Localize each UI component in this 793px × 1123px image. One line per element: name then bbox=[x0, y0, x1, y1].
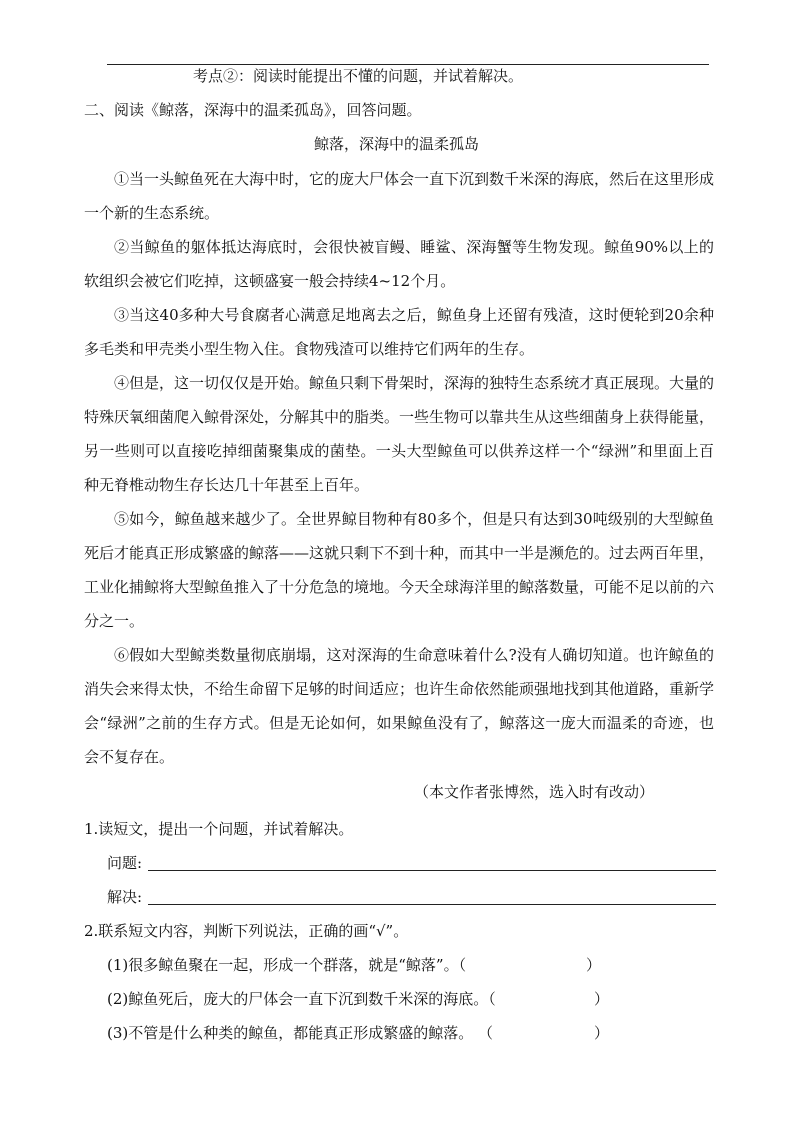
question-2-item-2-close: ） bbox=[594, 990, 610, 1008]
question-2-item-2: (2)鲸鱼死后，庞大的尸体会一直下沉到数千米深的海底。（ bbox=[107, 990, 496, 1008]
section-heading: 二、阅读《鲸落，深海中的温柔孤岛》，回答问题。 bbox=[84, 101, 422, 119]
exam-point: 考点②：阅读时能提出不懂的问题，并试着解决。 bbox=[193, 67, 524, 85]
question-2-item-1-close: ） bbox=[586, 956, 602, 974]
question-1-answer-label: 解决: bbox=[107, 888, 143, 906]
article-title: 鲸落，深海中的温柔孤岛 bbox=[313, 135, 479, 153]
question-2-item-3-close: ） bbox=[594, 1024, 610, 1042]
question-2-item-3: (3)不管是什么种类的鲸鱼，都能真正形成繁盛的鲸落。 （ bbox=[107, 1024, 494, 1042]
question-1-solution-answer-line[interactable] bbox=[148, 904, 716, 905]
article-paragraph-5: ⑤如今，鲸鱼越来越少了。全世界鲸目物种有80多个，但是只有达到30吨级别的大型鲸鱼死后才能真正形成繁盛的鲸落——这就只剩下不到十种，而其中一半是濒危的。过去两百年里，工业化捕鲸将大型鲸鱼推入了十分危急的境地。今天全球海洋里的鲸落数量，可能不足以前的六分之一。 bbox=[84, 510, 715, 630]
question-1-question-label: 问题: bbox=[107, 854, 143, 872]
question-1-question-answer-line[interactable] bbox=[148, 870, 716, 871]
header-rule bbox=[107, 64, 709, 65]
question-2-prompt: 2.联系短文内容，判断下列说法，正确的画“√”。 bbox=[84, 922, 409, 940]
article-paragraph-3: ③当这40多种大号食腐者心满意足地离去之后，鲸鱼身上还留有残渣，这时便轮到20余种多毛类和甲壳类小型生物入住。食物残渣可以维持它们两年的生存。 bbox=[84, 306, 714, 358]
article-paragraph-6: ⑥假如大型鲸类数量彻底崩塌，这对深海的生命意味着什么?没有人确切知道。也许鲸鱼的消失会来得太快，不给生命留下足够的时间适应；也许生命依然能顽强地找到其他道路，重新学会“绿洲”之前的生存方式。但是无论如何，如果鲸鱼没有了，鲸落这一庞大而温柔的奇迹，也会不复存在。 bbox=[84, 646, 715, 766]
article-paragraph-1: ①当一头鲸鱼死在大海中时，它的庞大尸体会一直下沉到数千米深的海底，然后在这里形成一个新的生态系统。 bbox=[84, 170, 715, 222]
article-paragraph-2: ②当鲸鱼的躯体抵达海底时，会很快被盲鳗、睡鲨、深海蟹等生物发现。鲸鱼90%以上的软组织会被它们吃掉，这顿盛宴一般会持续4~12个月。 bbox=[84, 238, 714, 290]
article-source: （本文作者张博然，选入时有改动） bbox=[414, 783, 655, 801]
article-paragraph-4: ④但是，这一切仅仅是开始。鲸鱼只剩下骨架时，深海的独特生态系统才真正展现。大量的特殊厌氧细菌爬入鲸骨深处，分解其中的脂类。一些生物可以靠共生从这些细菌身上获得能量，另一些则可以直接吃掉细菌聚集成的菌垫。一头大型鲸鱼可以供养这样一个“绿洲”和里面上百种无脊椎动物生存长达几十年甚至上百年。 bbox=[84, 374, 715, 494]
question-2-item-1: (1)很多鲸鱼聚在一起，形成一个群落，就是“鲸落”。（ bbox=[107, 956, 467, 974]
question-1-prompt: 1.读短文，提出一个问题，并试着解决。 bbox=[84, 820, 354, 838]
